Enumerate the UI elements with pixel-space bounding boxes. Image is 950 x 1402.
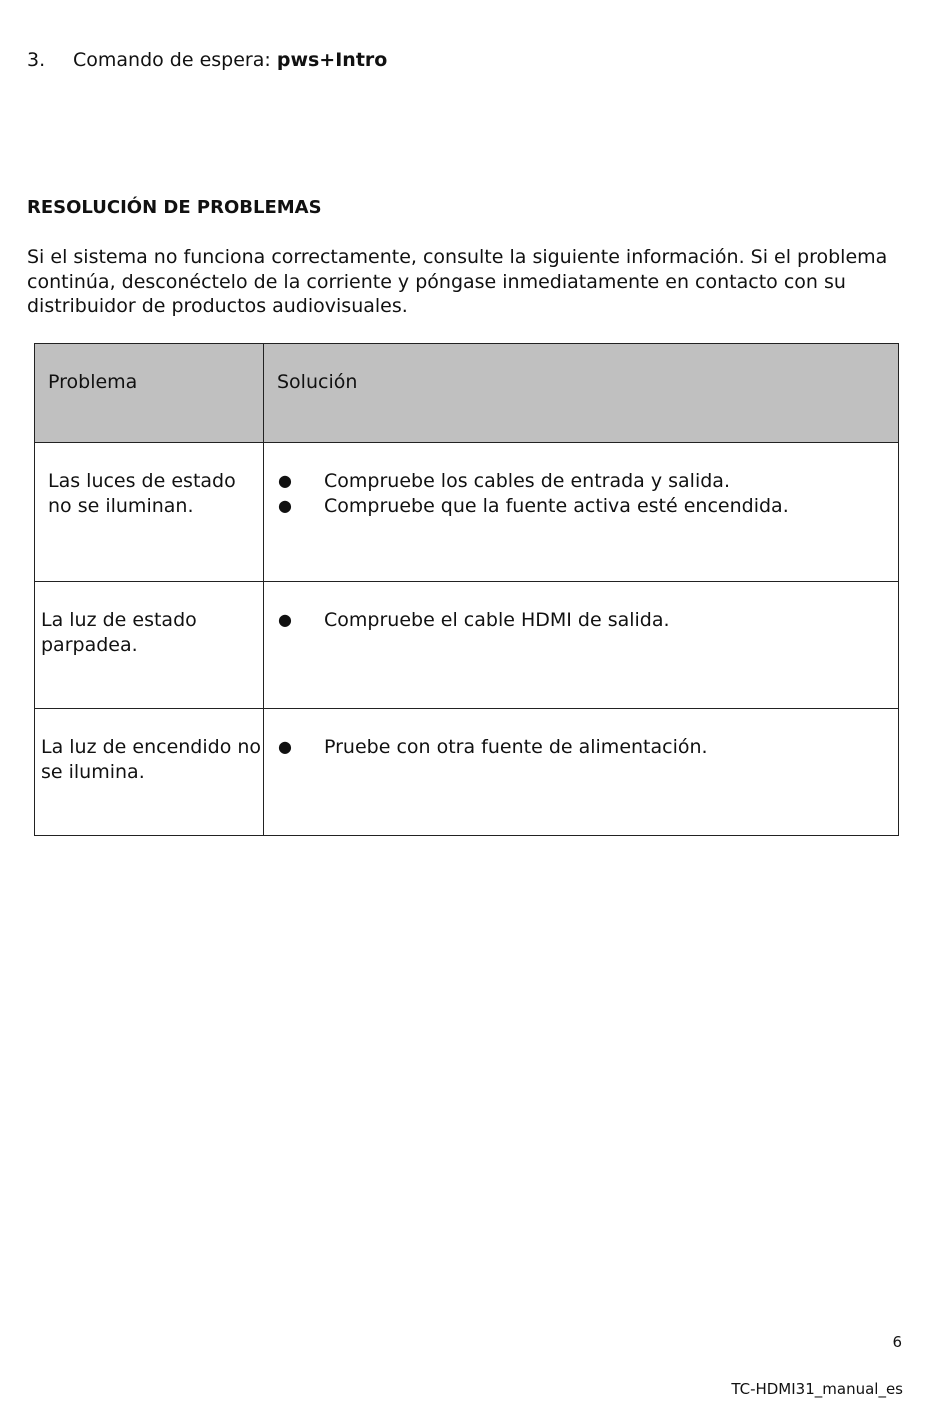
table-header-row xyxy=(35,344,899,443)
header-problem: Problema xyxy=(35,344,264,443)
standby-command-step xyxy=(27,47,387,73)
step-text: Comando de espera: xyxy=(73,49,277,71)
bullet-icon: ● xyxy=(278,495,292,515)
solution-text: Pruebe con otra fuente de alimentación. xyxy=(324,736,708,758)
bullet-icon: ● xyxy=(278,610,292,629)
table-row xyxy=(35,582,899,709)
solution-text: Compruebe que la fuente activa esté encendida. xyxy=(324,494,789,517)
problem-cell: Las luces de estado no se iluminan. xyxy=(35,443,264,582)
header-solution: Solución xyxy=(264,344,899,443)
solution-text: Compruebe el cable HDMI de salida. xyxy=(324,609,670,631)
solution-cell xyxy=(264,582,899,709)
solution-cell xyxy=(264,443,899,582)
intro-paragraph: Si el sistema no funciona correctamente, consulte la siguiente información. Si el problema continúa, desconéctelo de la corriente y póngase inmediatamente en contacto con su distribuidor de productos audiovisuales. xyxy=(27,246,888,317)
step-number: 3. xyxy=(27,49,46,71)
page-number: 6 xyxy=(892,1333,902,1351)
solution-text: Compruebe los cables de entrada y salida. xyxy=(324,470,730,492)
section-heading: RESOLUCIÓN DE PROBLEMAS xyxy=(27,197,322,218)
table-row xyxy=(35,709,899,836)
solution-item xyxy=(265,608,897,633)
bullet-icon: ● xyxy=(278,471,292,490)
problem-cell: La luz de encendido no se ilumina. xyxy=(35,709,264,836)
solution-item xyxy=(265,494,897,519)
bullet-icon: ● xyxy=(278,737,292,756)
solution-item xyxy=(265,469,897,494)
solution-cell xyxy=(264,709,899,836)
table-row xyxy=(35,443,899,582)
document-footer: TC-HDMI31_manual_es xyxy=(731,1380,903,1398)
solution-item xyxy=(265,735,897,760)
troubleshooting-table xyxy=(34,343,899,836)
step-command: pws+Intro xyxy=(276,49,388,71)
problem-cell: La luz de estado parpadea. xyxy=(35,582,264,709)
